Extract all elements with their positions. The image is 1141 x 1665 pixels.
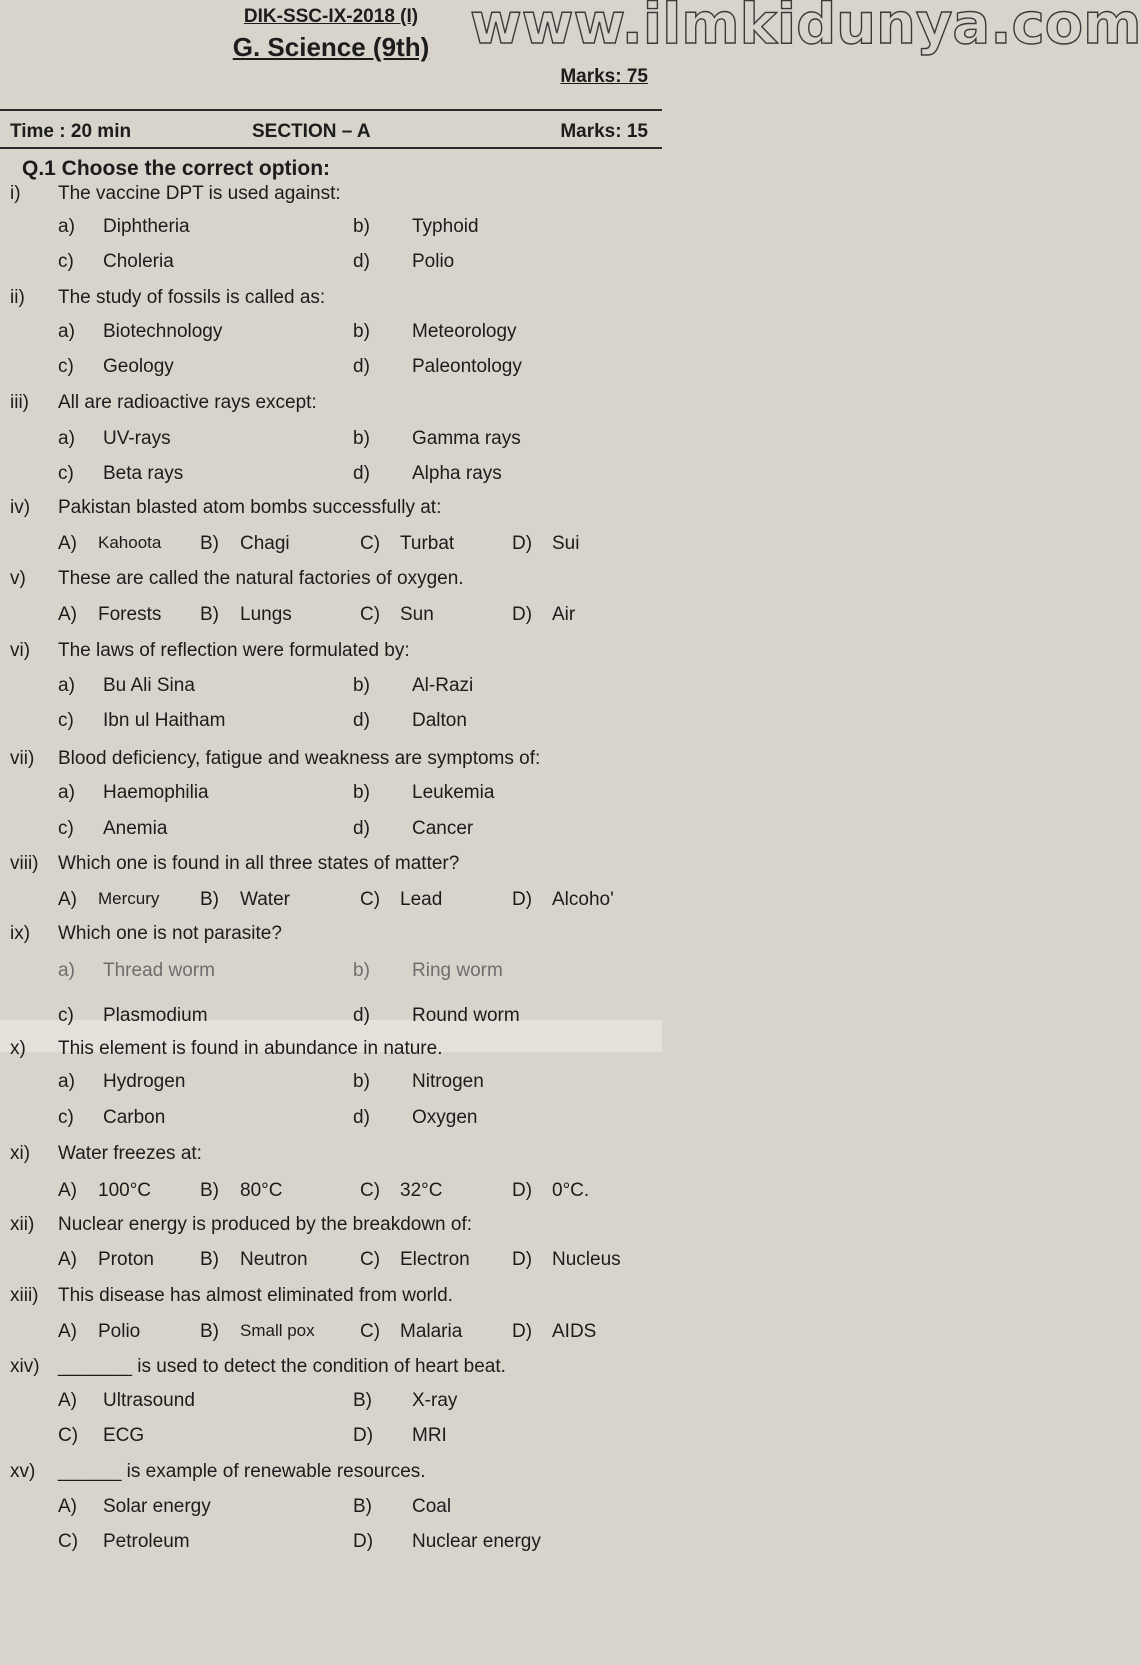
option-text: Beta rays	[103, 463, 184, 484]
question-text: Which one is not parasite?	[58, 923, 282, 944]
option-text: Leukemia	[412, 782, 495, 803]
option-label: D)	[512, 1321, 533, 1342]
option-label: d)	[353, 1107, 370, 1128]
question-text: _______ is used to detect the condition of heart beat.	[58, 1356, 506, 1377]
option-text: Gamma rays	[412, 428, 521, 449]
question-text: These are called the natural factories of oxygen.	[58, 568, 464, 589]
option-text: Alpha rays	[412, 463, 502, 484]
option-label: c)	[58, 1005, 74, 1026]
option-text: Nitrogen	[412, 1071, 484, 1092]
option-label: C)	[58, 1531, 79, 1552]
option-text: Oxygen	[412, 1107, 478, 1128]
question-number: ix)	[10, 923, 31, 944]
option-text: Solar energy	[103, 1496, 211, 1517]
option-label: a)	[58, 1071, 75, 1092]
question-number: xiii)	[10, 1285, 39, 1306]
option-text: 100°C	[98, 1180, 152, 1201]
option-label: d)	[353, 1005, 370, 1026]
time-limit: Time : 20 min	[10, 121, 132, 142]
option-label: B)	[200, 1321, 219, 1342]
section-title: SECTION – A	[252, 121, 371, 142]
option-label: D)	[512, 533, 533, 554]
question-number: v)	[10, 568, 26, 589]
option-text: Cancer	[412, 818, 474, 839]
option-text: Kahoota	[98, 533, 162, 552]
option-label: c)	[58, 463, 74, 484]
option-text: Sun	[400, 604, 434, 625]
option-text: Round worm	[412, 1005, 520, 1026]
question-text: Which one is found in all three states of matter?	[58, 853, 460, 874]
option-label: b)	[353, 428, 370, 449]
instruction: Q.1 Choose the correct option:	[22, 157, 331, 180]
option-label: d)	[353, 251, 370, 272]
option-text: ECG	[103, 1425, 145, 1446]
option-label: C)	[360, 533, 381, 554]
option-text: X-ray	[412, 1390, 458, 1411]
option-text: Meteorology	[412, 321, 517, 342]
option-label: d)	[353, 463, 370, 484]
option-label: B)	[200, 533, 219, 554]
option-label: c)	[58, 818, 74, 839]
option-label: a)	[58, 782, 75, 803]
option-label: D)	[353, 1531, 374, 1552]
question-text: Nuclear energy is produced by the breakdown of:	[58, 1214, 473, 1235]
option-label: c)	[58, 1107, 74, 1128]
option-text: Plasmodium	[103, 1005, 208, 1026]
option-label: a)	[58, 321, 75, 342]
option-text: Nucleus	[552, 1249, 621, 1270]
option-label: d)	[353, 818, 370, 839]
option-text: Petroleum	[103, 1531, 190, 1552]
option-label: A)	[58, 533, 77, 554]
option-label: A)	[58, 1249, 77, 1270]
question-number: xiv)	[10, 1356, 40, 1377]
question-text: All are radioactive rays except:	[58, 392, 317, 413]
option-label: c)	[58, 251, 74, 272]
option-label: C)	[360, 1180, 381, 1201]
question-number: iv)	[10, 497, 31, 518]
option-text: Proton	[98, 1249, 154, 1270]
option-label: B)	[353, 1496, 372, 1517]
option-text: Typhoid	[412, 216, 479, 237]
question-number: x)	[10, 1038, 26, 1059]
option-label: a)	[58, 216, 75, 237]
option-text: Paleontology	[412, 356, 522, 377]
question-text: This disease has almost eliminated from world.	[58, 1285, 453, 1306]
option-text: Malaria	[400, 1321, 463, 1342]
question-number: iii)	[10, 392, 29, 413]
question-text: The vaccine DPT is used against:	[58, 183, 341, 204]
option-text: Thread worm	[103, 960, 215, 981]
option-text: Forests	[98, 604, 162, 625]
option-label: B)	[200, 1180, 219, 1201]
option-label: B)	[200, 604, 219, 625]
option-text: Biotechnology	[103, 321, 223, 342]
option-text: Lungs	[240, 604, 292, 625]
option-label: d)	[353, 710, 370, 731]
divider-section	[0, 147, 662, 149]
option-text: Chagi	[240, 533, 290, 554]
question-text: ______ is example of renewable resources.	[58, 1461, 426, 1482]
question-text: Pakistan blasted atom bombs successfully at:	[58, 497, 442, 518]
option-label: D)	[512, 1180, 533, 1201]
option-text: Bu Ali Sina	[103, 675, 195, 696]
question-number: xii)	[10, 1214, 35, 1235]
option-text: 0°C.	[552, 1180, 590, 1201]
option-text: Ibn ul Haitham	[103, 710, 226, 731]
option-label: b)	[353, 1071, 370, 1092]
option-label: D)	[512, 604, 533, 625]
option-label: D)	[512, 889, 533, 910]
option-label: a)	[58, 960, 75, 981]
option-text: Sui	[552, 533, 580, 554]
option-label: A)	[58, 1180, 77, 1201]
option-text: Electron	[400, 1249, 470, 1270]
option-text: AIDS	[552, 1321, 597, 1342]
total-marks: Marks: 75	[560, 66, 648, 87]
option-label: C)	[360, 604, 381, 625]
option-label: B)	[200, 1249, 219, 1270]
paper-code: DIK-SSC-IX-2018 (I)	[243, 6, 419, 27]
option-text: Dalton	[412, 710, 467, 731]
option-label: b)	[353, 675, 370, 696]
question-number: i)	[10, 183, 21, 204]
option-label: b)	[353, 782, 370, 803]
option-label: a)	[58, 428, 75, 449]
question-text: The laws of reflection were formulated by:	[58, 640, 410, 661]
option-text: Ultrasound	[103, 1390, 195, 1411]
option-label: A)	[58, 889, 77, 910]
paper-subject: G. Science (9th)	[232, 32, 430, 62]
question-number: xv)	[10, 1461, 36, 1482]
option-label: C)	[360, 1321, 381, 1342]
option-label: b)	[353, 216, 370, 237]
option-text: 32°C	[400, 1180, 443, 1201]
option-text: Polio	[412, 251, 455, 272]
option-text: Neutron	[240, 1249, 308, 1270]
option-label: D)	[353, 1425, 374, 1446]
option-text: Lead	[400, 889, 443, 910]
question-number: vii)	[10, 748, 35, 769]
option-text: Carbon	[103, 1107, 166, 1128]
option-text: Ring worm	[412, 960, 503, 981]
option-text: UV-rays	[103, 428, 171, 449]
option-label: A)	[58, 1390, 77, 1411]
option-label: A)	[58, 1496, 77, 1517]
option-label: A)	[58, 1321, 77, 1342]
watermark: www.ilmkidunya.com	[470, 0, 1141, 57]
option-text: Alcoho'	[552, 889, 614, 910]
question-text: The study of fossils is called as:	[58, 287, 326, 308]
section-marks: Marks: 15	[560, 121, 648, 142]
option-label: c)	[58, 356, 74, 377]
question-number: viii)	[10, 853, 39, 874]
option-label: b)	[353, 321, 370, 342]
option-text: Small pox	[240, 1321, 315, 1340]
option-text: 80°C	[240, 1180, 283, 1201]
option-text: Coal	[412, 1496, 452, 1517]
option-text: Air	[552, 604, 576, 625]
option-label: d)	[353, 356, 370, 377]
option-label: b)	[353, 960, 370, 981]
option-text: Al-Razi	[412, 675, 474, 696]
question-number: xi)	[10, 1143, 31, 1164]
option-label: C)	[360, 1249, 381, 1270]
option-label: B)	[353, 1390, 372, 1411]
question-number: ii)	[10, 287, 25, 308]
question-text: This element is found in abundance in nature.	[58, 1038, 443, 1059]
option-text: Diphtheria	[103, 216, 190, 237]
option-text: Turbat	[400, 533, 455, 554]
option-text: Water	[240, 889, 290, 910]
option-label: C)	[58, 1425, 79, 1446]
option-text: Geology	[103, 356, 174, 377]
option-label: a)	[58, 675, 75, 696]
option-text: Nuclear energy	[412, 1531, 541, 1552]
option-text: Mercury	[98, 889, 160, 908]
option-text: Polio	[98, 1321, 141, 1342]
option-text: Choleria	[103, 251, 174, 272]
question-text: Blood deficiency, fatigue and weakness are symptoms of:	[58, 748, 541, 769]
option-text: MRI	[412, 1425, 447, 1446]
option-label: B)	[200, 889, 219, 910]
option-label: c)	[58, 710, 74, 731]
option-text: Hydrogen	[103, 1071, 186, 1092]
question-text: Water freezes at:	[58, 1143, 202, 1164]
divider-top	[0, 109, 662, 111]
option-label: C)	[360, 889, 381, 910]
question-number: vi)	[10, 640, 31, 661]
option-text: Haemophilia	[103, 782, 209, 803]
option-label: A)	[58, 604, 77, 625]
option-text: Anemia	[103, 818, 168, 839]
option-label: D)	[512, 1249, 533, 1270]
